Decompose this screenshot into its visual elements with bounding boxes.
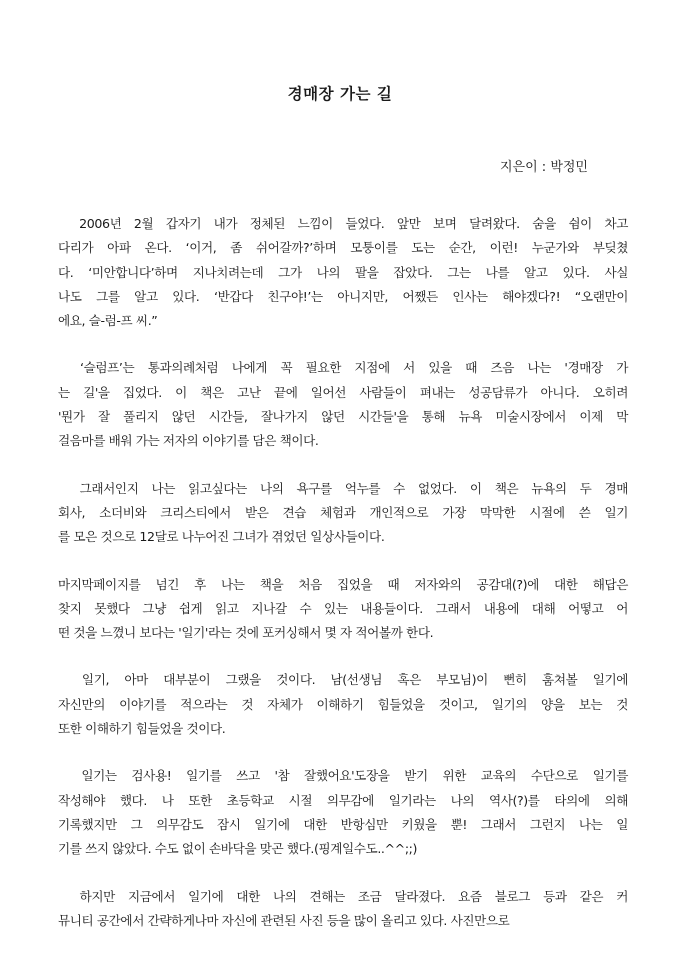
paragraph-line: 뮤니티 공간에서 간략하게나마 자신에 관련된 사진 등을 많이 올리고 있다. 사진만으로	[58, 912, 510, 928]
paragraph-line: 에요, 슬-럼-프 씨.”	[58, 313, 158, 329]
document-title: 경매장 가는 길	[287, 85, 393, 103]
paragraph-line: 걸음마를 배워 가는 저자의 이야기를 담은 책이다.	[58, 433, 319, 449]
paragraph-line: 기록했지만 그 의무감도 잠시 일기에 대한 반항심만 키웠을 뿐! 그래서 그런지 나는 일	[58, 816, 628, 832]
paragraph	[58, 477, 628, 550]
paragraph	[58, 212, 628, 333]
paragraph-line: 일기는 검사용! 일기를 쓰고 '참 잘했어요'도장을 받기 위한 교육의 수단으로 일기를	[58, 768, 628, 784]
paragraph-line: 찾지 못했다 그냥 쉽게 읽고 지나갈 수 있는 내용들이다. 그래서 내용에 대해 어떻고 어	[58, 600, 628, 616]
paragraph-line: 2006년 2월 갑자기 내가 정체된 느낌이 들었다. 앞만 보며 달려왔다. 숨을 쉼이 차고	[58, 216, 628, 231]
paragraph	[58, 573, 628, 646]
paragraph	[58, 668, 628, 741]
paragraph-line: 는 길'을 집었다. 이 책은 고난 끝에 일어선 사람들이 펴내는 성공담류가 아니다. 오히려	[58, 384, 628, 400]
paragraph-line: 또한 이해하기 힘들었을 것이다.	[58, 721, 226, 737]
paragraph-line: 자신만의 이야기를 적으라는 것 자체가 이해하기 힘들었을 것이고, 일기의 양을 보는 것	[58, 696, 628, 712]
paragraph-line: 작성해야 했다. 나 또한 초등학교 시절 의무감에 일기라는 나의 역사(?)를 타의에 의해	[58, 792, 628, 808]
paragraph	[58, 885, 628, 934]
paragraph-line: 일기, 아마 대부분이 그랬을 것이다. 남(선생님 혹은 부모님)이 뻔히 훔쳐볼 일기에	[58, 672, 628, 688]
author-line: 지은이 : 박정민	[500, 160, 588, 175]
paragraph-line: 회사, 소더비와 크리스티에서 받은 견습 체험과 개인적으로 가장 막막한 시절에 쓴 일기	[58, 504, 628, 520]
paragraph-line: 다. ‘미안합니다’하며 지나치려는데 그가 나의 팔을 잡았다. 그는 나를 알고 있다. 사실	[58, 264, 628, 280]
paragraph-line: 를 모은 것으로 12달로 나누어진 그녀가 겪었던 일상사들이다.	[58, 529, 385, 545]
document-body	[58, 212, 628, 956]
paragraph-line: 그래서인지 나는 읽고싶다는 나의 욕구를 억누를 수 없었다. 이 책은 뉴욕의 두 경매	[58, 480, 628, 496]
paragraph-line: 하지만 지금에서 일기에 대한 나의 견해는 조금 달라졌다. 요즘 블로그 등과 같은 커	[58, 888, 628, 904]
paragraph-line: 다리가 아파 온다. ‘이거, 좀 쉬어갈까?’하며 모퉁이를 도는 순간, 이런! 누군가와 부딪쳤	[58, 240, 628, 256]
paragraph-line: 나도 그를 알고 있다. ‘반갑다 친구야!’는 아니지만, 어쨌든 인사는 해야겠다?! “오랜만이	[58, 288, 628, 304]
paragraph-line: 떤 것을 느꼈니 보다는 '일기'라는 것에 포커싱해서 몇 자 적어볼까 한다.	[58, 625, 434, 641]
paragraph-line: '뭔가 잘 풀리지 않던 시간들, 잘나가지 않던 시간들'을 통해 뉴욕 미술시장에서 이제 막	[58, 409, 628, 425]
paragraph-line: ‘슬럼프’는 통과의례처럼 나에게 꼭 필요한 지점에 서 있을 때 즈음 나는 '경매장 가	[58, 360, 628, 376]
paragraph-line: 마지막페이지를 넘긴 후 나는 책을 처음 집었을 때 저자와의 공감대(?)에 대한 해답은	[58, 576, 628, 592]
paragraph	[58, 356, 628, 453]
paragraph-line: 기를 쓰지 않았다. 수도 없이 손바닥을 맞곤 했다.(핑계일수도..^^;;)	[58, 841, 418, 857]
paragraph	[58, 764, 628, 861]
